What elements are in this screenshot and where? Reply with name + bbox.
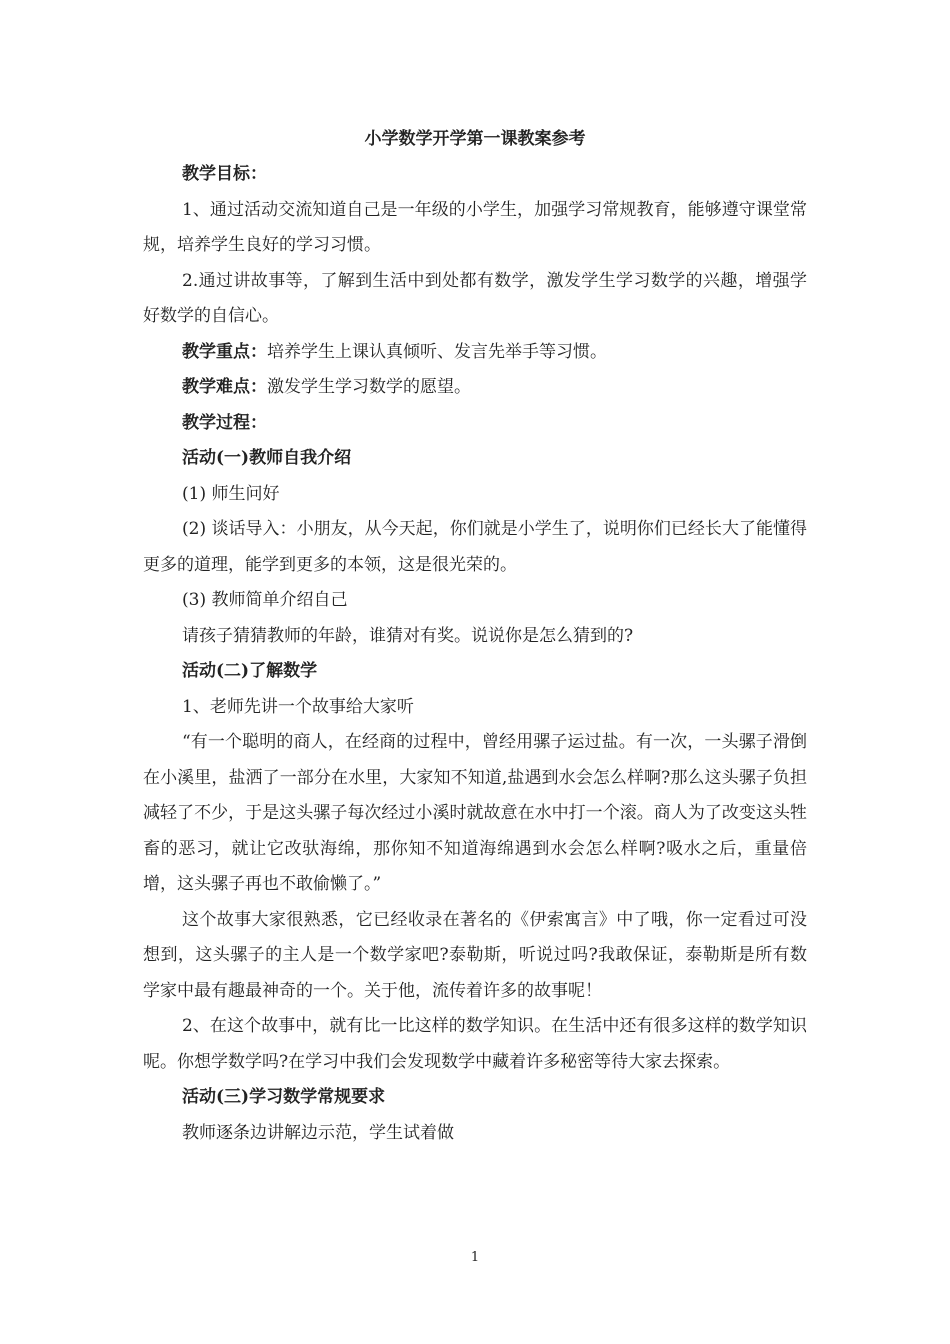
activity-1-step-3: (3) 教师简单介绍自己 (182, 590, 348, 610)
objective-1: 1、通过活动交流知道自己是一年级的小学生，加强学习常规教育，能够遵守课堂常规，培养学生良好的学习习惯。 (143, 199, 807, 255)
activity-2-step-1: 1、老师先讲一个故事给大家听 (182, 696, 414, 717)
difficulty-label: 教学难点： (182, 377, 267, 397)
document-body (143, 125, 807, 1151)
difficulty (143, 370, 807, 406)
story-comment: 这个故事大家很熟悉，它已经收录在著名的《伊索寓言》中了哦，你一定看过可没想到，这头骡子的主人是一个数学家吧?泰勒斯，听说过吗?我敢保证，泰勒斯是所有数学家中最有趣最神奇的一个。关于他，流传着许多的故事呢！ (143, 909, 807, 1001)
process-heading: 教学过程： (182, 412, 267, 433)
activity-2-step-2: 2、在这个故事中，就有比一比这样的数学知识。在生活中还有很多这样的数学知识呢。你想学数学吗?在学习中我们会发现数学中藏着许多秘密等待大家去探索。 (143, 1016, 807, 1072)
story-paragraph: “有一个聪明的商人，在经商的过程中，曾经用骡子运过盐。有一次，一头骡子滑倒在小溪里，盐洒了一部分在水里，大家知不知道,盐遇到水会怎么样啊?那么这头骡子负担减轻了不少，于是这头骡子每次经过小溪时就故意在水中打一个滚。商人为了改变这头牲畜的恶习，就让它改驮海绵，那你知不知道海绵遇到水会怎么样啊?吸水之后，重量倍增，这头骡子再也不敢偷懒了。” (143, 732, 807, 894)
key-point (143, 335, 807, 371)
objectives-heading: 教学目标： (182, 164, 267, 184)
activity-1-heading: 活动(一)教师自我介绍 (182, 448, 352, 468)
activity-1-step-3-detail: 请孩子猜猜教师的年龄，谁猜对有奖。说说你是怎么猜到的? (182, 625, 634, 646)
key-point-label: 教学重点： (182, 341, 267, 362)
difficulty-text: 激发学生学习数学的愿望。 (267, 377, 471, 397)
activity-3-heading: 活动(三)学习数学常规要求 (182, 1087, 386, 1107)
activity-3-text: 教师逐条边讲解边示范，学生试着做 (182, 1122, 454, 1143)
activity-2-heading: 活动(二)了解数学 (182, 661, 318, 681)
activity-1-step-1: (1) 师生问好 (182, 483, 280, 504)
page-number: 1 (470, 1250, 480, 1265)
objective-2: 2.通过讲故事等，了解到生活中到处都有数学，激发学生学习数学的兴趣，增强学好数学的自信心。 (143, 270, 807, 326)
activity-1-step-2: (2) 谈话导入：小朋友，从今天起，你们就是小学生了，说明你们已经长大了能懂得更多的道理，能学到更多的本领，这是很光荣的。 (143, 519, 807, 575)
key-point-text: 培养学生上课认真倾听、发言先举手等习惯。 (267, 341, 607, 362)
document-title: 小学数学开学第一课教案参考 (364, 129, 586, 149)
